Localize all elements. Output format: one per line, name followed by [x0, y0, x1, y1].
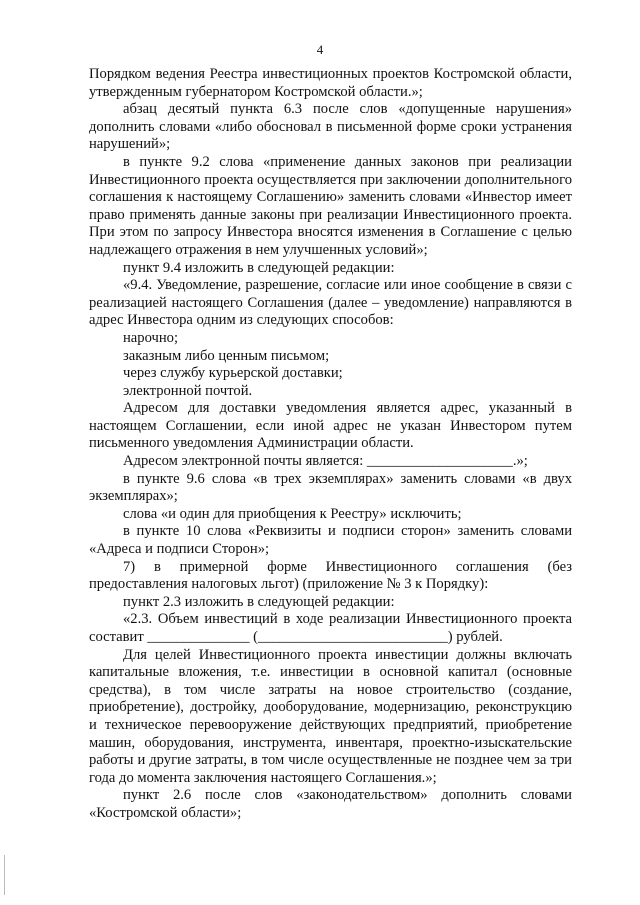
paragraph: «2.3. Объем инвестиций в ходе реализации Инвестиционного проекта составит ______________ (__________________________) рублей.: [89, 611, 572, 645]
page-number: 4: [316, 42, 324, 57]
paragraph: 7) в примерной форме Инвестиционного соглашения (без предоставления налоговых льгот) (приложение № 3 к Порядку):: [89, 558, 572, 593]
list-item: нарочно;: [123, 329, 179, 346]
list-item: заказным либо ценным письмом;: [123, 347, 330, 364]
paragraph: Адресом для доставки уведомления является адрес, указанный в настоящем Соглашении, если иной адрес не указан Инвестором путем письменного уведомления Администрации области.: [89, 400, 572, 452]
list-item: электронной почтой.: [123, 382, 253, 399]
paragraph: Порядком ведения Реестра инвестиционных проектов Костромской области, утвержденным губернатором Костромской области.»;: [89, 66, 572, 100]
scan-edge-mark: [4, 855, 5, 895]
paragraph: абзац десятый пункта 6.3 после слов «допущенные нарушения» дополнить словами «либо обосновал в письменной форме сроки устранения нарушений»;: [89, 101, 572, 153]
paragraph: слова «и один для приобщения к Реестру» исключить;: [123, 505, 462, 522]
paragraph: пункт 2.6 после слов «законодательством» дополнить словами «Костромской области»;: [89, 787, 572, 821]
paragraph: Для целей Инвестиционного проекта инвестиции должны включать капитальные вложения, т.е. инвестиции в основной капитал (основные средства), в том числе затраты на новое строительство (создание, приобретение), достройку, дооборудование, модернизацию, реконструкцию и техническое перевооружение действующих предприятий, приобретение машин, оборудования, инструмента, инвентаря, проектно-изыскательские работы и другие затраты, в том числе осуществленные не позднее чем за три года до момента заключения настоящего Соглашения.»;: [89, 646, 572, 786]
paragraph: в пункте 10 слова «Реквизиты и подписи сторон» заменить словами «Адреса и подписи Сторон»;: [89, 523, 572, 558]
paragraph: Адресом электронной почты является: ____________________.»;: [123, 453, 528, 470]
paragraph: в пункте 9.2 слова «применение данных законов при реализации Инвестиционного проекта осуществляется при заключении дополнительного соглашения к настоящему Соглашению» заменить словами «Инвестор имеет право применять данные законы при реализации Инвестиционного проекта. При этом по запросу Инвестора вносятся изменения в Соглашение с целью надлежащего отражения в нем улучшенных условий»;: [89, 153, 572, 258]
paragraph: в пункте 9.6 слова «в трех экземплярах» заменить словами «в двух экземплярах»;: [89, 470, 572, 505]
list-item: через службу курьерской доставки;: [123, 365, 343, 382]
paragraph: пункт 9.4 изложить в следующей редакции:: [123, 259, 395, 276]
paragraph: пункт 2.3 изложить в следующей редакции:: [123, 593, 395, 610]
document-body: [89, 66, 572, 823]
paragraph: «9.4. Уведомление, разрешение, согласие или иное сообщение в связи с реализацией настоящего Соглашения (далее – уведомление) направляются в адрес Инвестора одним из следующих способов:: [89, 277, 572, 329]
